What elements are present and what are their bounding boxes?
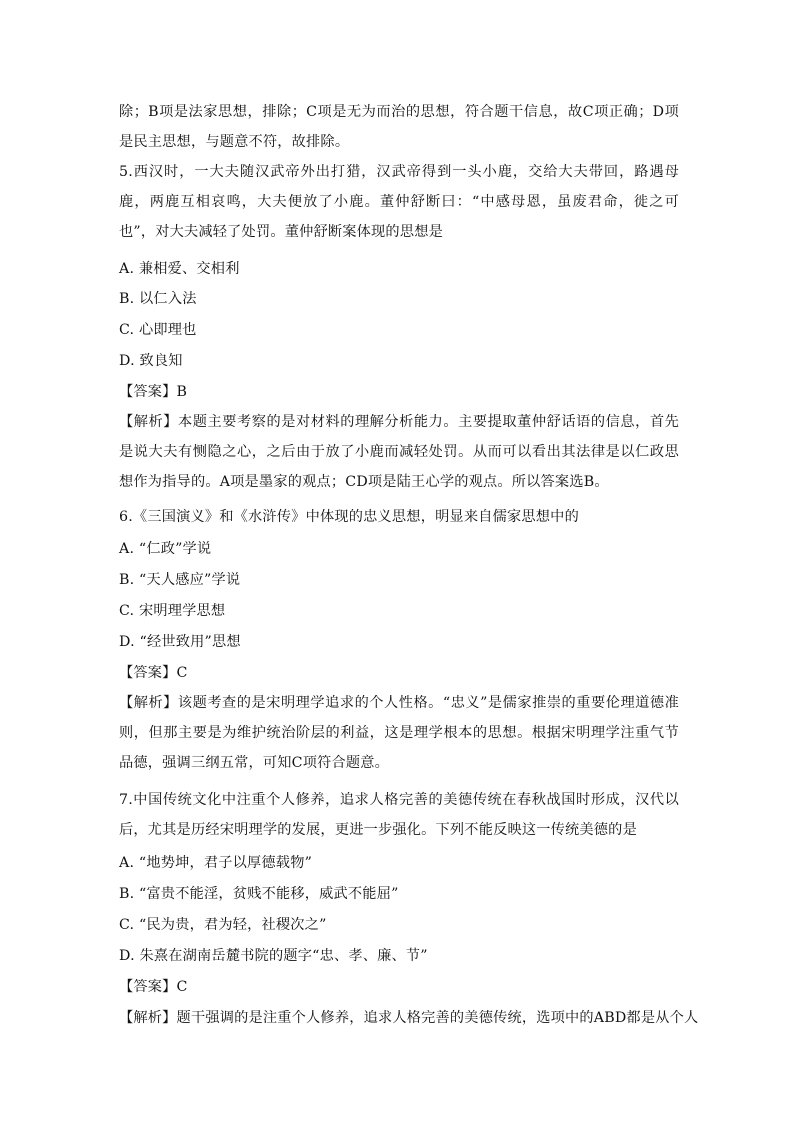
question-6-option-c: C. 宋明理学思想 <box>119 603 226 619</box>
question-7-option-b: B. “富贵不能淫，贫贱不能移，威武不能屈” <box>119 886 399 902</box>
question-6-option-b: B. “天人感应”学说 <box>119 572 241 588</box>
question-6-option-a: A. “仁政”学说 <box>119 541 212 557</box>
question-7-option-a: A. “地势坤，君子以厚德载物” <box>119 855 313 871</box>
question-6-analysis: 【解析】该题考查的是宋明理学追求的个人性格。“忠义”是儒家推崇的重要伦理道德准则，但那主要是为维护统治阶层的利益，这是理学根本的思想。根据宋明理学注重气节品德，强调三纲五常，可知C项符合题意。 <box>119 695 679 772</box>
question-5-answer: 【答案】B <box>119 384 188 400</box>
question-5-stem: 5.西汉时，一大夫随汉武帝外出打猎，汉武帝得到一头小鹿，交给大夫带回，路遇母鹿，两鹿互相哀鸣，大夫便放了小鹿。董仲舒断曰：“中感母恩，虽废君命，徙之可也”，对大夫减轻了处罚。董仲舒断案体现的思想是 <box>119 164 679 241</box>
question-7-stem: 7.中国传统文化中注重个人修养，追求人格完善的美德传统在春秋战国时形成，汉代以后，尤其是历经宋明理学的发展，更进一步强化。下列不能反映这一传统美德的是 <box>119 792 679 839</box>
question-6-answer: 【答案】C <box>119 665 188 681</box>
question-5-analysis: 【解析】本题主要考察的是对材料的理解分析能力。主要提取董仲舒话语的信息，首先是说大夫有恻隐之心，之后由于放了小鹿而减轻处罚。从而可以看出其法律是以仁政思想作为指导的。A项是墨家的观点；CD项是陆王心学的观点。所以答案选B。 <box>119 414 679 491</box>
paragraph-q4-analysis-continued: 除；B项是法家思想，排除；C项是无为而治的思想，符合题干信息，故C项正确；D项是民主思想，与题意不符，故排除。 <box>119 104 679 151</box>
question-7-option-c: C. “民为贵，君为轻，社稷次之” <box>119 917 327 933</box>
question-5-option-c: C. 心即理也 <box>119 322 197 338</box>
question-5-option-b: B. 以仁入法 <box>119 291 197 307</box>
question-7-analysis: 【解析】题干强调的是注重个人修养，追求人格完善的美德传统，选项中的ABD都是从个人 <box>119 1010 699 1026</box>
question-5-option-a: A. 兼相爱、交相利 <box>119 261 240 277</box>
question-6-option-d: D. “经世致用”思想 <box>119 634 241 650</box>
question-7-option-d: D. 朱熹在湖南岳麓书院的题字“忠、孝、廉、节” <box>119 948 428 964</box>
question-5-option-d: D. 致良知 <box>119 353 183 369</box>
question-6-stem: 6.《三国演义》和《水浒传》中体现的忠义思想，明显来自儒家思想中的 <box>119 509 579 525</box>
question-7-answer: 【答案】C <box>119 979 188 995</box>
